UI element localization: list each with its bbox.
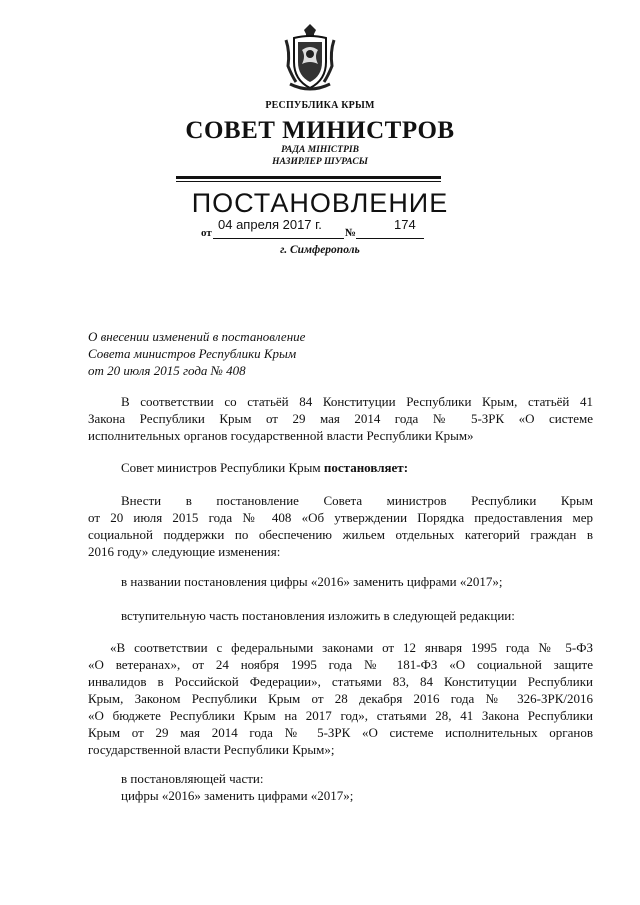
- date-underline: [213, 238, 344, 239]
- subject-line: от 20 июля 2015 года № 408: [88, 363, 246, 378]
- paragraph-title-change: [88, 573, 593, 590]
- number-underline: [356, 238, 424, 239]
- resolves-text: Совет министров Республики Крым: [121, 460, 324, 475]
- paragraph-line: цифры «2016» заменить цифрами «2017»;: [121, 788, 354, 803]
- paragraph-line: вступительную часть постановления изложить в следующей редакции:: [121, 608, 515, 623]
- coat-of-arms-emblem: [282, 22, 338, 94]
- header-divider-thick: [176, 176, 441, 179]
- republic-label: РЕСПУБЛИКА КРЫМ: [265, 100, 375, 111]
- paragraph-preamble-change: [88, 607, 593, 624]
- city-label: г. Симферополь: [280, 244, 360, 256]
- subject-line: О внесении изменений в постановление: [88, 329, 306, 344]
- paragraph-line: Крым, Законом Республики Крым от 28 декабря 2016 года № 326-ЗРК/2016: [88, 691, 593, 706]
- decree-date: 04 апреля 2017 г.: [218, 217, 322, 232]
- paragraph-amendment-intro: [88, 492, 593, 560]
- paragraph-line: в постановляющей части:: [121, 771, 264, 786]
- paragraph-line: Крым от 29 мая 2014 года № 5-ЗРК «О системе исполнительных органов: [88, 725, 593, 740]
- paragraph-line: В соответствии со статьёй 84 Конституции Республики Крым, статьёй 41: [121, 394, 593, 409]
- paragraph-line: «В соответствии с федеральными законами от 12 января 1995 года № 5-ФЗ: [110, 640, 593, 655]
- paragraph-line: «О бюджете Республики Крым на 2017 год», статьями 28, 41 Закона Республики: [88, 708, 593, 723]
- paragraph-line: от 20 июля 2015 года № 408 «Об утверждении Порядка предоставления мер: [88, 510, 593, 525]
- paragraph-line: [88, 459, 593, 476]
- paragraph-line: «О ветеранах», от 24 ноября 1995 года № 181-ФЗ «О социальной защите: [88, 657, 593, 672]
- paragraph-resolves: [88, 459, 593, 476]
- council-title: СОВЕТ МИНИСТРОВ: [185, 117, 455, 144]
- council-title-ukrainian: РАДА МІНІСТРІВ: [281, 145, 359, 155]
- paragraph-line: 2016 году» следующие изменения:: [88, 544, 281, 559]
- paragraph-operative-change: [88, 770, 593, 804]
- paragraph-line: инвалидов в Российской Федерации», статьями 83, 84 Конституции Республики: [88, 674, 593, 689]
- paragraph-line: государственной власти Республики Крым»;: [88, 742, 335, 757]
- decree-number: 174: [394, 217, 416, 232]
- paragraph-line: исполнительных органов государственной власти Республики Крым»: [88, 428, 474, 443]
- header-divider-thin: [176, 181, 441, 182]
- date-prefix: от: [201, 227, 212, 239]
- paragraph-line: в названии постановления цифры «2016» заменить цифрами «2017»;: [121, 574, 503, 589]
- paragraph-new-preamble: [88, 639, 593, 758]
- document-type-title: ПОСТАНОВЛЕНИЕ: [191, 188, 449, 218]
- council-title-crimean-tatar: НАЗИРЛЕР ШУРАСЫ: [272, 157, 368, 167]
- paragraph-line: Закона Республики Крым от 29 мая 2014 года № 5-ЗРК «О системе: [88, 411, 593, 426]
- resolves-keyword: постановляет:: [323, 460, 409, 475]
- decree-subject: [88, 328, 305, 379]
- number-sign: №: [345, 227, 357, 239]
- paragraph-legal-basis: [88, 393, 593, 444]
- paragraph-line: социальной поддержки по обеспечению жильем отдельных категорий граждан в: [88, 527, 593, 542]
- paragraph-line: Внести в постановление Совета министров Республики Крым: [121, 493, 593, 508]
- subject-line: Совета министров Республики Крым: [88, 346, 297, 361]
- date-number-line: [201, 217, 431, 243]
